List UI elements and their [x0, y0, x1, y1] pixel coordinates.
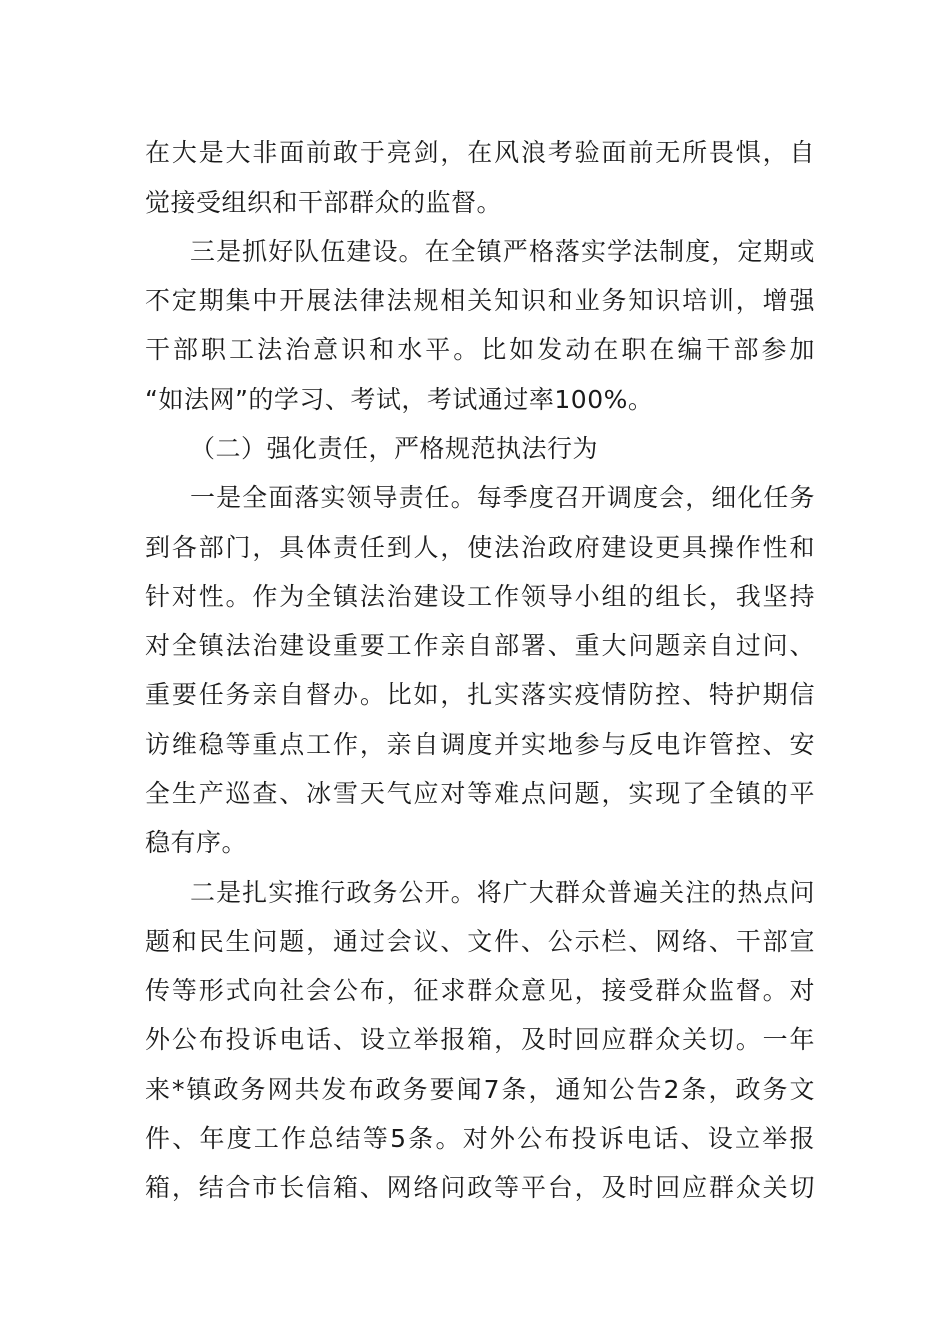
- text-line: 到各部门，具体责任到人，使法治政府建设更具操作性和: [145, 533, 815, 562]
- text-line: 稳有序。: [145, 828, 248, 857]
- text-line: 外公布投诉电话、设立举报箱，及时回应群众关切。一年: [145, 1025, 815, 1054]
- paragraph-start-line: 二是扎实推行政务公开。将广大群众普遍关注的热点问: [190, 878, 815, 907]
- text-line: 传等形式向社会公布，征求群众意见，接受群众监督。对: [145, 976, 815, 1005]
- paragraph-start-line: 一是全面落实领导责任。每季度召开调度会，细化任务: [190, 483, 815, 512]
- text-line: 对全镇法治建设重要工作亲自部署、重大问题亲自过问、: [145, 631, 815, 660]
- text-line: 重要任务亲自督办。比如，扎实落实疫情防控、特护期信: [145, 680, 815, 709]
- text-line: 箱，结合市长信箱、网络问政等平台，及时回应群众关切: [145, 1173, 815, 1202]
- text-line: 件、年度工作总结等5条。对外公布投诉电话、设立举报: [145, 1124, 815, 1153]
- text-line: 针对性。作为全镇法治建设工作领导小组的组长，我坚持: [145, 582, 815, 611]
- text-line: “如法网”的学习、考试，考试通过率100%。: [145, 385, 654, 414]
- section-heading: （二）强化责任，严格规范执法行为: [190, 434, 599, 463]
- text-line: 题和民生问题，通过会议、文件、公示栏、网络、干部宣: [145, 927, 815, 956]
- text-line: 在大是大非面前敢于亮剑，在风浪考验面前无所畏惧，自: [145, 138, 815, 167]
- text-line: 来*镇政务网共发布政务要闻7条，通知公告2条，政务文: [145, 1075, 815, 1104]
- text-line: 不定期集中开展法律法规相关知识和业务知识培训，增强: [145, 286, 815, 315]
- paragraph-start-line: 三是抓好队伍建设。在全镇严格落实学法制度，定期或: [190, 237, 815, 266]
- text-line: 觉接受组织和干部群众的监督。: [145, 188, 503, 217]
- text-line: 干部职工法治意识和水平。比如发动在职在编干部参加: [145, 335, 815, 364]
- text-line: 访维稳等重点工作，亲自调度并实地参与反电诈管控、安: [145, 730, 815, 759]
- text-line: 全生产巡查、冰雪天气应对等难点问题，实现了全镇的平: [145, 779, 815, 808]
